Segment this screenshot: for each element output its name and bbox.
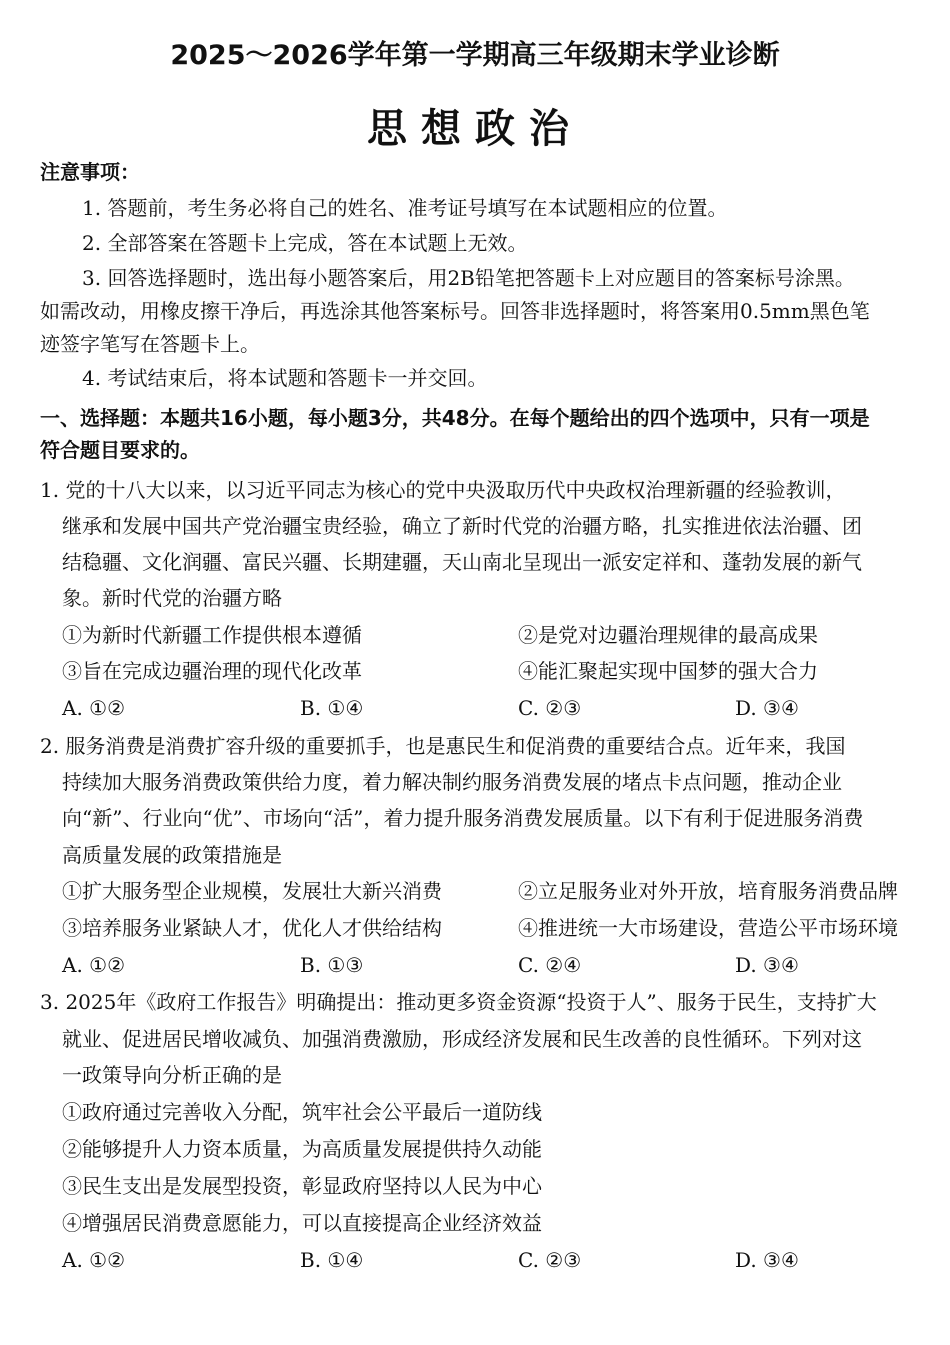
question-1-stem-line-2: 继承和发展中国共产党治疆宝贵经验，确立了新时代党的治疆方略，扎实推进依法治疆、团 (62, 514, 862, 538)
question-1-statement-3: ③旨在完成边疆治理的现代化改革 (62, 659, 362, 683)
question-1-stem: 1. 党的十八大以来，以习近平同志为核心的党中央汲取历代中央政权治理新疆的经验教训， (40, 478, 846, 502)
question-3-statement-3: ③民生支出是发展型投资，彰显政府坚持以人民为中心 (62, 1174, 542, 1198)
question-1-option-c[interactable]: C. ②③ (518, 696, 582, 720)
section-heading-line-2: 符合题目要求的。 (40, 438, 200, 462)
question-2-stem: 2. 服务消费是消费扩容升级的重要抓手，也是惠民生和促消费的重要结合点。近年来，我国 (40, 734, 846, 758)
question-2-statement-3: ③培养服务业紧缺人才，优化人才供给结构 (62, 916, 442, 940)
notice-item-1: 1. 答题前，考生务必将自己的姓名、准考证号填写在本试题相应的位置。 (82, 196, 728, 220)
question-1-option-b[interactable]: B. ①④ (300, 696, 364, 720)
question-3-statement-4: ④增强居民消费意愿能力，可以直接提高企业经济效益 (62, 1211, 542, 1235)
question-2-option-d[interactable]: D. ③④ (735, 953, 799, 977)
question-3-option-c[interactable]: C. ②③ (518, 1248, 582, 1272)
question-1-statement-2: ②是党对边疆治理规律的最高成果 (518, 623, 818, 647)
question-2-statement-4: ④推进统一大市场建设，营造公平市场环境 (518, 916, 898, 940)
question-1-statement-4: ④能汇聚起实现中国梦的强大合力 (518, 659, 818, 683)
subject-title: 思想政治 (367, 106, 583, 152)
notice-item-3-line-2: 如需改动，用橡皮擦干净后，再选涂其他答案标号。回答非选择题时，将答案用0.5mm黑色笔 (40, 299, 870, 323)
question-3-option-d[interactable]: D. ③④ (735, 1248, 799, 1272)
question-2-option-b[interactable]: B. ①③ (300, 953, 364, 977)
question-1-statement-1: ①为新时代新疆工作提供根本遵循 (62, 623, 362, 647)
question-2-stem-line-3: 向“新”、行业向“优”、市场向“活”，着力提升服务消费发展质量。以下有利于促进服务消费 (62, 806, 864, 830)
question-1-stem-line-4: 象。新时代党的治疆方略 (62, 586, 282, 610)
question-3-stem-line-3: 一政策导向分析正确的是 (62, 1063, 282, 1087)
question-1-stem-line-3: 结稳疆、文化润疆、富民兴疆、长期建疆，天山南北呈现出一派安定祥和、蓬勃发展的新气 (62, 550, 862, 574)
question-3-stem-line-2: 就业、促进居民增收减负、加强消费激励，形成经济发展和民生改善的良性循环。下列对这 (62, 1027, 862, 1051)
question-3-option-b[interactable]: B. ①④ (300, 1248, 364, 1272)
question-3-statement-1: ①政府通过完善收入分配，筑牢社会公平最后一道防线 (62, 1100, 542, 1124)
question-2-option-a[interactable]: A. ①② (62, 953, 126, 977)
notice-item-3-line-3: 迹签字笔写在答题卡上。 (40, 332, 260, 356)
question-1-option-d[interactable]: D. ③④ (735, 696, 799, 720)
notice-item-3: 3. 回答选择题时，选出每小题答案后，用2B铅笔把答题卡上对应题目的答案标号涂黑。 (82, 266, 855, 290)
exam-header: 2025～2026学年第一学期高三年级期末学业诊断 (170, 40, 780, 71)
question-3-stem: 3. 2025年《政府工作报告》明确提出：推动更多资金资源“投资于人”、服务于民生，支持扩大 (40, 990, 877, 1014)
question-3-statement-2: ②能够提升人力资本质量，为高质量发展提供持久动能 (62, 1137, 542, 1161)
question-2-statement-1: ①扩大服务型企业规模，发展壮大新兴消费 (62, 879, 442, 903)
question-2-stem-line-2: 持续加大服务消费政策供给力度，着力解决制约服务消费发展的堵点卡点问题，推动企业 (62, 770, 842, 794)
question-3-option-a[interactable]: A. ①② (62, 1248, 126, 1272)
question-2-stem-line-4: 高质量发展的政策措施是 (62, 843, 282, 867)
notice-item-2: 2. 全部答案在答题卡上完成，答在本试题上无效。 (82, 231, 528, 255)
question-2-statement-2: ②立足服务业对外开放，培育服务消费品牌 (518, 879, 898, 903)
notice-item-4: 4. 考试结束后，将本试题和答题卡一并交回。 (82, 366, 488, 390)
question-1-option-a[interactable]: A. ①② (62, 696, 126, 720)
section-heading: 一、选择题：本题共16小题，每小题3分，共48分。在每个题给出的四个选项中，只有一项是 (40, 406, 870, 430)
question-2-option-c[interactable]: C. ②④ (518, 953, 582, 977)
notice-title: 注意事项： (40, 160, 140, 184)
